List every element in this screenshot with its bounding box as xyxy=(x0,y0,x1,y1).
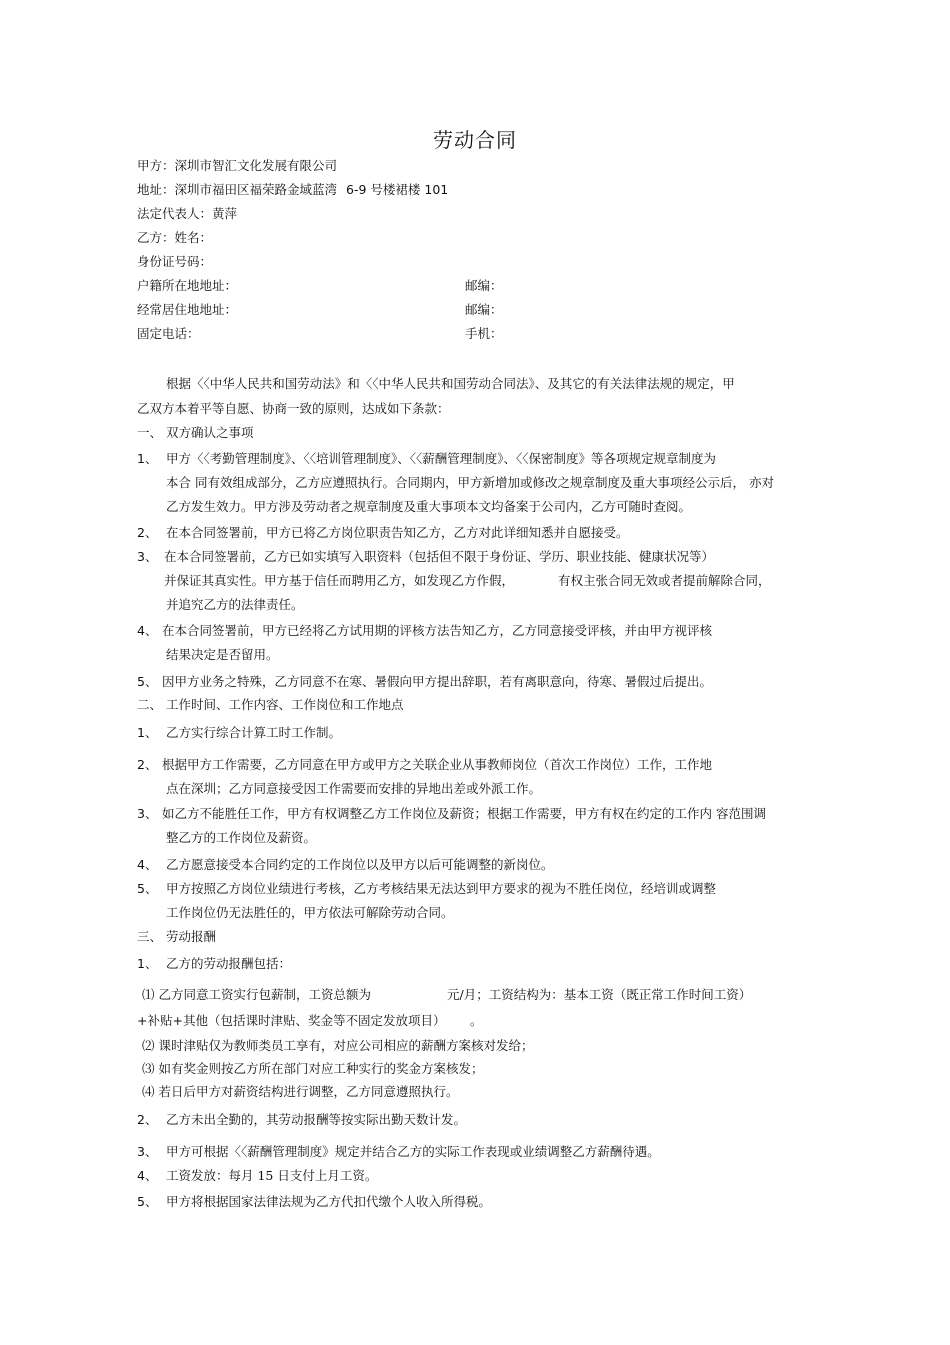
clause-number: 5、 xyxy=(137,881,158,896)
clause-text: 如乙方不能胜任工作，甲方有权调整乙方工作岗位及薪资；根据工作需要，甲方有权在约定的工作内 容范围调 xyxy=(162,806,766,821)
section-heading: 一、 双方确认之事项 xyxy=(137,425,254,440)
sub-clause-text: ⑵ 课时津贴仅为教师类员工享有，对应公司相应的薪酬方案核对发给； xyxy=(142,1038,534,1053)
clause-number: 1、 xyxy=(137,725,158,740)
clause-text: 整乙方的工作岗位及薪资。 xyxy=(166,830,317,845)
sub-clause-text: +补贴+其他（包括课时津贴、奖金等不固定发放项目） xyxy=(137,1013,446,1028)
clause-text: 工作岗位仍无法胜任的，甲方依法可解除劳动合同。 xyxy=(166,905,454,920)
clause-number: 2、 xyxy=(137,757,158,772)
address-suffix: 6-9 号楼裙楼 101 xyxy=(346,182,449,197)
clause-text: 因甲方业务之特殊，乙方同意不在寒、暑假向甲方提出辞职，若有离职意向，待寒、暑假过后提出。 xyxy=(162,674,713,689)
clause-text: 甲方可根据〈〈薪酬管理制度》规定并结合乙方的实际工作表现或业绩调整乙方薪酬待遇。 xyxy=(166,1144,660,1159)
clause-text: 本合 同有效组成部分，乙方应遵照执行。合同期内，甲方新增加或修改之规章制度及重大事项经公示后， 亦对 xyxy=(166,475,774,490)
clause-number: 1、 xyxy=(137,451,158,466)
clause-number: 4、 xyxy=(137,623,158,638)
clause-text: 乙方未出全勤的，其劳动报酬等按实际出勤天数计发。 xyxy=(166,1112,467,1127)
clause-text: 在本合同签署前，乙方已如实填写入职资料（包括但不限于身份证、学历、职业技能、健康状况等） xyxy=(164,549,715,564)
section-heading: 二、 工作时间、工作内容、工作岗位和工作地点 xyxy=(137,697,404,712)
household-address-field: 户籍所在地地址： xyxy=(137,278,238,293)
clause-text: 乙方实行综合计算工时工作制。 xyxy=(166,725,342,740)
clause-number: 2、 xyxy=(137,1112,158,1127)
household-postcode-field: 邮编： xyxy=(465,278,503,293)
clause-text: 在本合同签署前，甲方已将乙方岗位职责告知乙方，乙方对此详细知悉并自愿接受。 xyxy=(166,525,629,540)
clause-text: 在本合同签署前，甲方已经将乙方试用期的评核方法告知乙方，乙方同意接受评核，并由甲方视评核 xyxy=(162,623,713,638)
clause-number: 3、 xyxy=(137,1144,158,1159)
clause-text: 点在深圳；乙方同意接受因工作需要而安排的异地出差或外派工作。 xyxy=(166,781,542,796)
clause-number: 3、 xyxy=(137,806,158,821)
party-b-name: 乙方：姓名： xyxy=(137,230,213,245)
document-title: 劳动合同 xyxy=(433,128,517,152)
clause-text: 乙方的劳动报酬包括： xyxy=(166,956,292,971)
sub-clause-text: ⑷ 若日后甲方对薪资结构进行调整，乙方同意遵照执行。 xyxy=(142,1084,459,1099)
clause-number: 1、 xyxy=(137,956,158,971)
mobile-field: 手机： xyxy=(465,326,503,341)
sub-clause-text: ⑴ 乙方同意工资实行包薪制，工资总额为 xyxy=(142,987,371,1002)
clause-text: 甲方按照乙方岗位业绩进行考核，乙方考核结果无法达到甲方要求的视为不胜任岗位，经培训或调整 xyxy=(166,881,717,896)
id-number-field: 身份证号码： xyxy=(137,254,213,269)
residence-address-field: 经常居住地地址： xyxy=(137,302,238,317)
landline-field: 固定电话： xyxy=(137,326,200,341)
clause-number: 5、 xyxy=(137,1194,158,1209)
clause-text: 乙方发生效力。甲方涉及劳动者之规章制度及重大事项本文均备案于公司内，乙方可随时查阅。 xyxy=(166,499,692,514)
clause-number: 5、 xyxy=(137,674,158,689)
preamble-line: 乙双方本着平等自愿、协商一致的原则，达成如下条款： xyxy=(137,401,450,416)
preamble-line: 根据〈〈中华人民共和国劳动法》和〈〈中华人民共和国劳动合同法》、及其它的有关法律法规的规定，甲 xyxy=(166,376,735,391)
clause-text: 乙方愿意接受本合同约定的工作岗位以及甲方以后可能调整的新岗位。 xyxy=(166,857,554,872)
legal-representative: 法定代表人：黄萍 xyxy=(137,206,238,221)
clause-number: 4、 xyxy=(137,857,158,872)
sub-clause-text: 。 xyxy=(470,1013,483,1028)
clause-text: 根据甲方工作需要，乙方同意在甲方或甲方之关联企业从事教师岗位（首次工作岗位）工作，工作地 xyxy=(162,757,713,772)
residence-postcode-field: 邮编： xyxy=(465,302,503,317)
clause-text: 并保证其真实性。甲方基于信任而聘用乙方，如发现乙方作假， xyxy=(164,573,515,588)
clause-text: 结果决定是否留用。 xyxy=(166,647,279,662)
sub-clause-text: ⑶ 如有奖金则按乙方所在部门对应工种实行的奖金方案核发； xyxy=(142,1061,484,1076)
clause-text: 工资发放：每月 15 日支付上月工资。 xyxy=(166,1168,378,1183)
clause-number: 4、 xyxy=(137,1168,158,1183)
section-heading: 三、 劳动报酬 xyxy=(137,929,216,944)
party-a-line: 甲方：深圳市智汇文化发展有限公司 xyxy=(137,158,338,173)
clause-text: 并追究乙方的法律责任。 xyxy=(166,597,304,612)
clause-text: 甲方将根据国家法律法规为乙方代扣代缴个人收入所得税。 xyxy=(166,1194,492,1209)
clause-text: 甲方〈〈考勤管理制度》、〈〈培训管理制度》、〈〈薪酬管理制度》、〈〈保密制度》等各项规定规章制度为 xyxy=(166,451,717,466)
clause-text: 有权主张合同无效或者提前解除合同， xyxy=(558,573,771,588)
sub-clause-text: 元/月；工资结构为：基本工资（既正常工作时间工资） xyxy=(447,987,752,1002)
clause-number: 3、 xyxy=(137,549,158,564)
clause-number: 2、 xyxy=(137,525,158,540)
address-line: 地址：深圳市福田区福荣路金域蓝湾 xyxy=(137,182,338,197)
